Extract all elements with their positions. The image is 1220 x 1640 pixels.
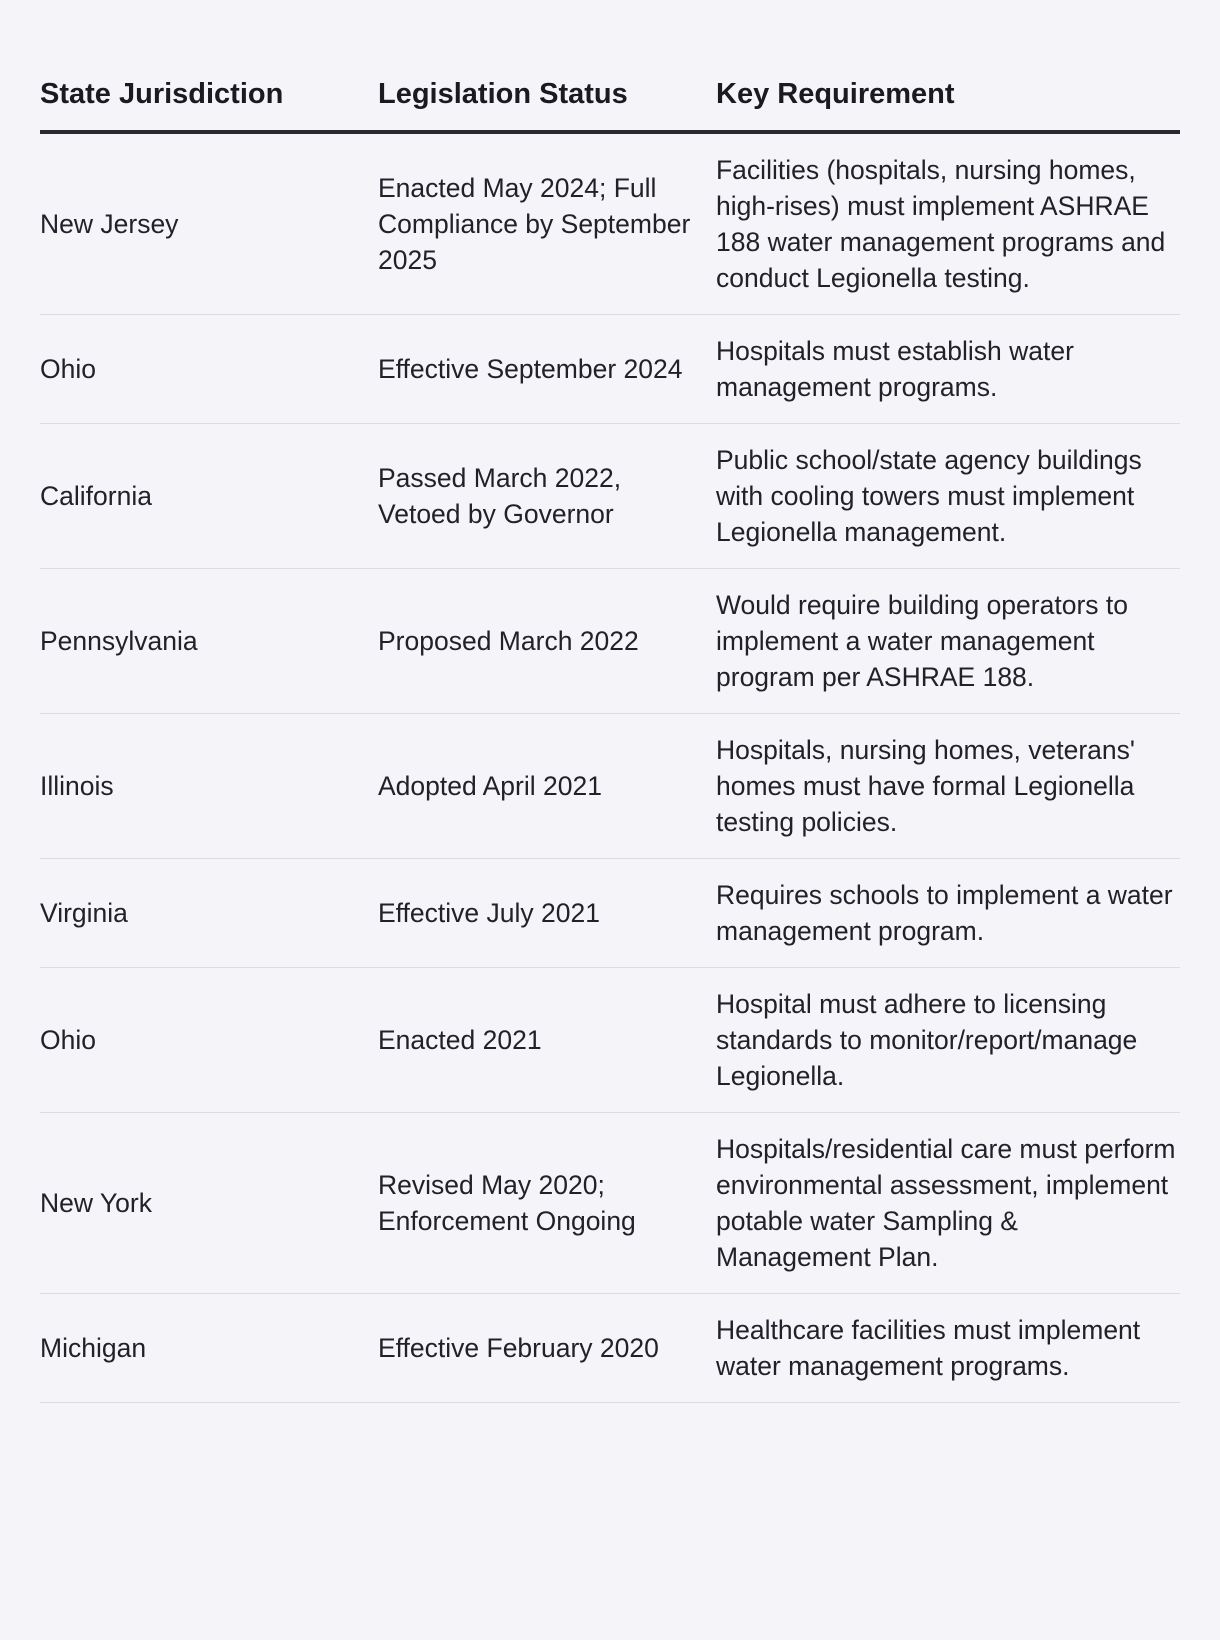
cell-state: New York [40,1113,378,1294]
table-row [40,424,1180,569]
header-row [40,58,1180,132]
table-header [40,58,1180,132]
cell-state: Illinois [40,714,378,859]
cell-state: Ohio [40,315,378,424]
cell-status: Effective July 2021 [378,859,716,968]
header-legislation-status: Legislation Status [378,58,716,132]
cell-requirement: Requires schools to implement a water management program. [716,859,1180,968]
table-row [40,132,1180,315]
cell-status: Effective September 2024 [378,315,716,424]
cell-status: Enacted May 2024; Full Compliance by September 2025 [378,132,716,315]
cell-state: Ohio [40,968,378,1113]
table-row [40,714,1180,859]
cell-state: Pennsylvania [40,569,378,714]
cell-requirement: Hospitals/residential care must perform environmental assessment, implement potable water Sampling & Management Plan. [716,1113,1180,1294]
header-state-jurisdiction: State Jurisdiction [40,58,378,132]
cell-state: New Jersey [40,132,378,315]
cell-requirement: Hospital must adhere to licensing standards to monitor/report/manage Legionella. [716,968,1180,1113]
cell-requirement: Hospitals, nursing homes, veterans' homes must have formal Legionella testing policies. [716,714,1180,859]
cell-state: California [40,424,378,569]
cell-requirement: Facilities (hospitals, nursing homes, high-rises) must implement ASHRAE 188 water management programs and conduct Legionella testing. [716,132,1180,315]
legislation-table [40,58,1180,1403]
cell-status: Enacted 2021 [378,968,716,1113]
cell-requirement: Public school/state agency buildings with cooling towers must implement Legionella management. [716,424,1180,569]
cell-status: Proposed March 2022 [378,569,716,714]
cell-requirement: Healthcare facilities must implement water management programs. [716,1294,1180,1403]
cell-status: Adopted April 2021 [378,714,716,859]
table-row [40,315,1180,424]
table-row [40,569,1180,714]
header-key-requirement: Key Requirement [716,58,1180,132]
table-row [40,1113,1180,1294]
table-body [40,132,1180,1403]
cell-status: Revised May 2020; Enforcement Ongoing [378,1113,716,1294]
cell-requirement: Would require building operators to implement a water management program per ASHRAE 188. [716,569,1180,714]
cell-status: Effective February 2020 [378,1294,716,1403]
cell-requirement: Hospitals must establish water management programs. [716,315,1180,424]
table-row [40,859,1180,968]
table-row [40,1294,1180,1403]
cell-state: Virginia [40,859,378,968]
cell-status: Passed March 2022, Vetoed by Governor [378,424,716,569]
legislation-table-container [40,58,1180,1403]
table-row [40,968,1180,1113]
cell-state: Michigan [40,1294,378,1403]
